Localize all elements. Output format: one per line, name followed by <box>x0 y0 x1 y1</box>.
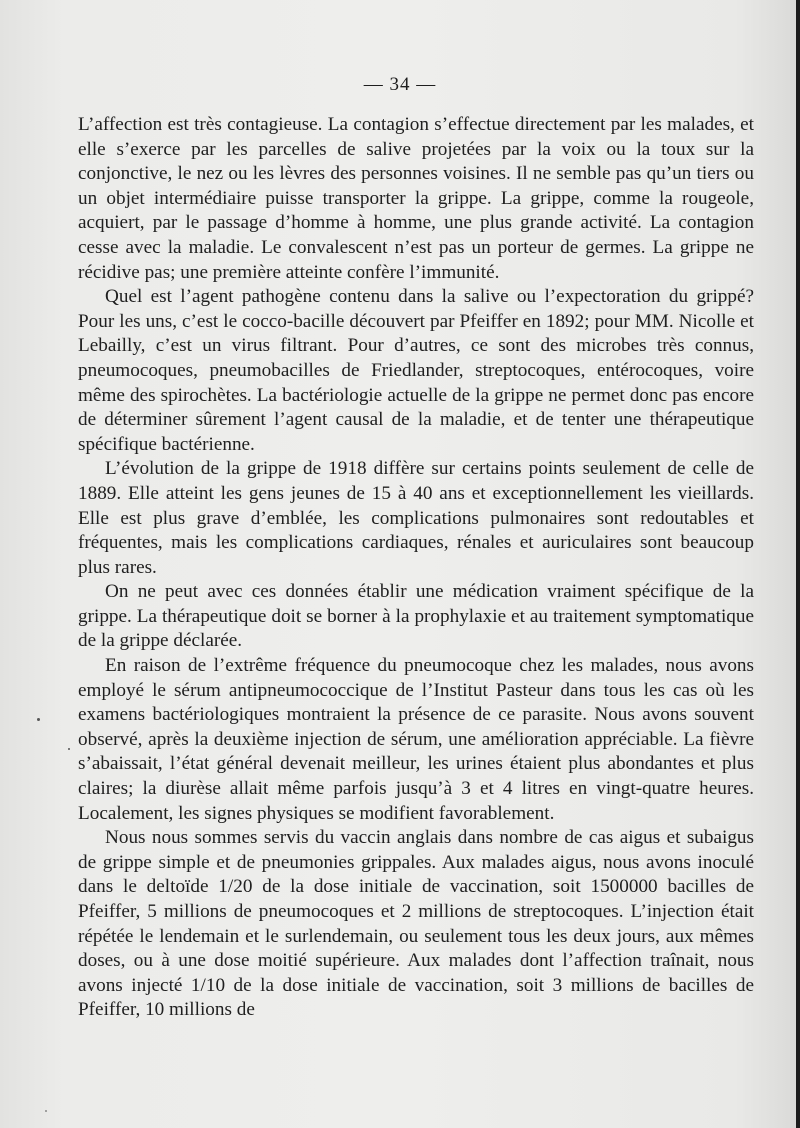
paragraph-pathogen: Quel est l’agent pathogène contenu dans la salive ou l’expectoration du grippé? Pour les uns, c’est le cocco-bacille découvert par Pfeiffer en 1892; pour MM. Nicolle et Lebailly, c’est un virus filtrant. Pour d’autres, ce sont des microbes très connus, pneumocoques, pneumobacilles de Friedlander, streptocoques, entérocoques, voire même des spirochètes. La bactériologie actuelle de la grippe ne permet donc pas encore de déterminer sûrement l’agent causal de la maladie, et de tenter une thérapeutique spécifique bactérienne. <box>78 286 754 455</box>
paragraph-evolution: L’évolution de la grippe de 1918 diffère sur certains points seulement de celle de 1889. Elle atteint les gens jeunes de 15 à 40 ans et exceptionnellement les vieillards. Elle est plus grave d’emblée, les complications pulmonaires sont redoutables et fréquentes, mais les complications cardiaques, rénales et auriculaires sont beaucoup plus rares. <box>78 458 754 578</box>
page-number: — 34 — <box>363 74 437 95</box>
page-edge-shadow <box>796 0 800 1128</box>
body-text <box>78 113 754 1023</box>
paragraph-vaccine: Nous nous sommes servis du vaccin anglais dans nombre de cas aigus et subaigus de grippe simple et de pneumonies grippales. Aux malades aigus, nous avons inoculé dans le deltoïde 1/20 de la dose initiale de vaccination, soit 1500000 bacilles de Pfeiffer, 5 millions de pneumocoques et 2 millions de streptocoques. L’injection était répétée le lendemain et le surlendemain, ou seulement tous les deux jours, aux mêmes doses, ou à une dose moitié supérieure. Aux malades dont l’affection traînait, nous avons injecté 1/10 de la dose initiale de vaccination, soit 3 millions de bacilles de Pfeiffer, 10 millions de <box>78 827 754 1021</box>
scan-speck <box>68 748 70 750</box>
scan-speck <box>45 1110 47 1112</box>
paragraph-serum: En raison de l’extrême fréquence du pneumocoque chez les malades, nous avons employé le sérum antipneumococcique de l’Institut Pasteur dans tous les cas où les examens bactériologiques montraient la présence de ce parasite. Nous avons souvent observé, après la deuxième injection de sérum, une amélioration appréciable. La fièvre s’abaissait, l’état général devenait meilleur, les urines étaient plus abondantes et plus claires; la diurèse allait même parfois jusqu’à 3 et 4 litres en vingt-quatre heures. Localement, les signes physiques se modifient favorablement. <box>78 655 754 824</box>
scan-speck <box>37 718 40 721</box>
paragraph-contagion: L’affection est très contagieuse. La contagion s’effectue directement par les malades, et elle s’exerce par les parcelles de salive projetées par la voix ou la toux sur la conjonctive, le nez ou les lèvres des personnes voisines. Il ne semble pas qu’un tiers ou un objet intermédiaire puisse transporter la grippe. La grippe, comme la rougeole, acquiert, par le passage d’homme à homme, une plus grande activité. La contagion cesse avec la maladie. Le convalescent n’est pas un porteur de germes. La grippe ne récidive pas; une première atteinte confère l’immunité. <box>78 114 754 283</box>
paragraph-therapeutics: On ne peut avec ces données établir une médication vraiment spécifique de la grippe. La thérapeutique doit se borner à la prophylaxie et au traitement symptomatique de la grippe déclarée. <box>78 581 754 652</box>
